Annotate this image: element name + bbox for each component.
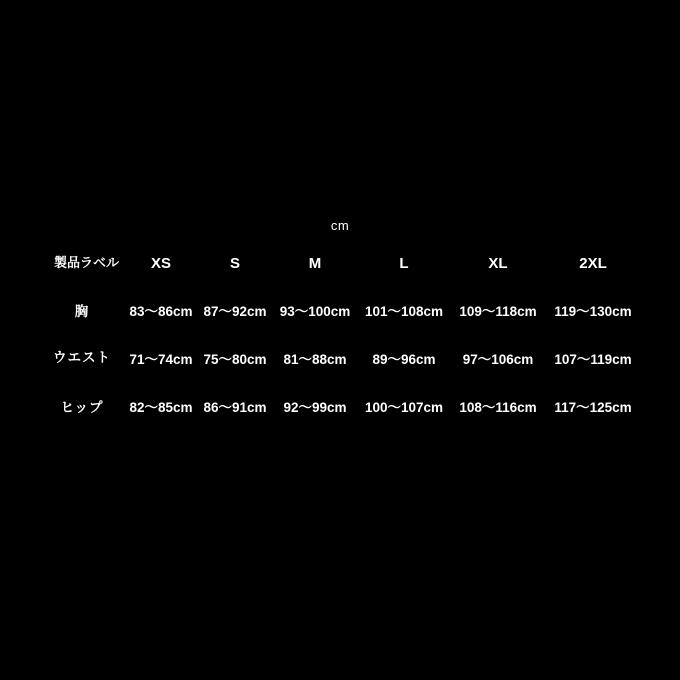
cell-waist-s: 75〜80cm <box>203 352 267 367</box>
cell-hip-2xl: 117〜125cm <box>554 400 632 415</box>
cell-chest-s: 87〜92cm <box>203 304 267 319</box>
cell-chest-m: 93〜100cm <box>279 304 351 319</box>
corner-label: 製品ラベル <box>54 254 120 270</box>
column-header-l: L <box>399 254 409 272</box>
cell-chest-l: 101〜108cm <box>364 304 444 319</box>
column-header-2xl: 2XL <box>579 254 607 272</box>
unit-label: cm <box>330 218 350 233</box>
cell-hip-l: 100〜107cm <box>364 400 444 415</box>
row-header-waist-label: ウエスト <box>53 349 111 365</box>
cell-waist-m: 81〜88cm <box>283 352 347 367</box>
size-chart-table <box>40 240 640 430</box>
column-header-s: S <box>229 254 240 272</box>
cell-hip-xs: 82〜85cm <box>129 400 193 415</box>
cell-hip-m: 92〜99cm <box>283 400 347 415</box>
column-header-xl: XL <box>488 254 508 272</box>
column-header-m: M <box>308 254 322 272</box>
column-header-xs: XS <box>150 254 171 272</box>
row-header-chest: 胸 <box>74 304 90 319</box>
cell-waist-xs: 71〜74cm <box>129 352 193 367</box>
cell-chest-2xl: 119〜130cm <box>554 304 632 319</box>
table-header-row <box>40 240 640 286</box>
cell-waist-l: 89〜96cm <box>372 352 436 367</box>
cell-chest-xs: 83〜86cm <box>129 304 193 319</box>
cell-chest-xl: 109〜118cm <box>459 304 537 319</box>
row-header-hip: ヒップ <box>60 400 104 415</box>
cell-waist-2xl: 107〜119cm <box>554 352 632 367</box>
table-row <box>40 334 640 382</box>
table-row <box>40 382 640 430</box>
cell-hip-s: 86〜91cm <box>203 400 267 415</box>
cell-waist-xl: 97〜106cm <box>462 352 534 367</box>
row-header-waist <box>40 334 124 382</box>
table-row <box>40 286 640 334</box>
cell-hip-xl: 108〜116cm <box>459 400 537 415</box>
